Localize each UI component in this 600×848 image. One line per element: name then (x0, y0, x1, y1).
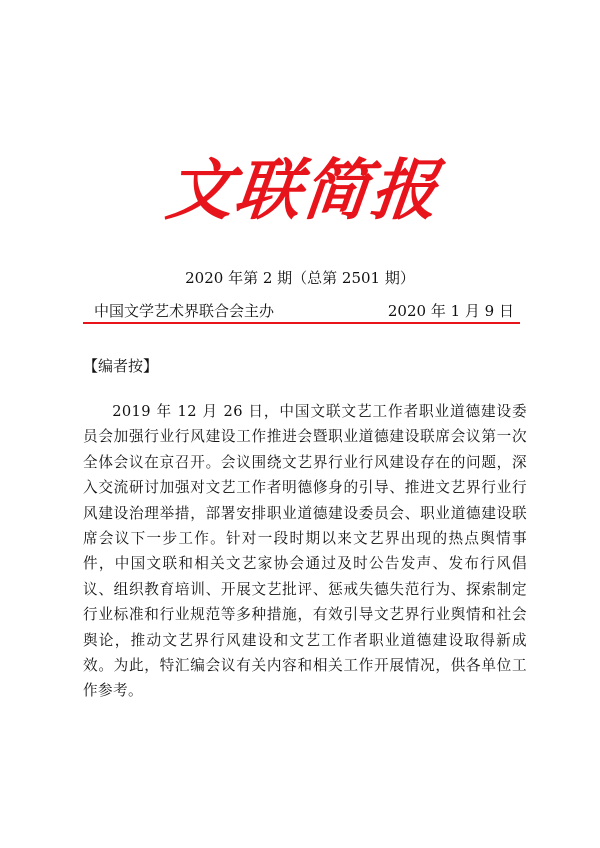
issue-number: 2020 年第 2 期（总第 2501 期） (185, 269, 415, 287)
editor-note-paragraph: 2019 年 12 月 26 日，中国文联文艺工作者职业道德建设委员会加强行业行风建设工作推进会暨职业道德建设联席会议第一次全体会议在京召开。会议围绕文艺界行业行风建设存在的问题，深入交流研讨加强对文艺工作者明德修身的引导、推进文艺界行业行风建设治理举措，部署安排职业道德建设委员会、职业道德建设联席会议下一步工作。针对一段时期以来文艺界出现的热点舆情事件，中国文联和相关文艺家协会通过及时公告发声、发布行风倡议、组织教育培训、开展文艺批评、惩戒失德失范行为、探索制定行业标准和行业规范等多种措施，有效引导文艺界行业舆情和社会舆论，推动文艺界行风建设和文艺工作者职业道德建设取得新成效。为此，特汇编会议有关内容和相关工作开展情况，供各单位工作参考。 (83, 403, 527, 700)
header-divider (83, 322, 520, 324)
editor-note-label: 【编者按】 (83, 357, 159, 375)
masthead-title: 文联简报 (162, 151, 444, 229)
publish-date: 2020 年 1 月 9 日 (387, 302, 514, 320)
publisher: 中国文学艺术界联合会主办 (94, 302, 275, 320)
